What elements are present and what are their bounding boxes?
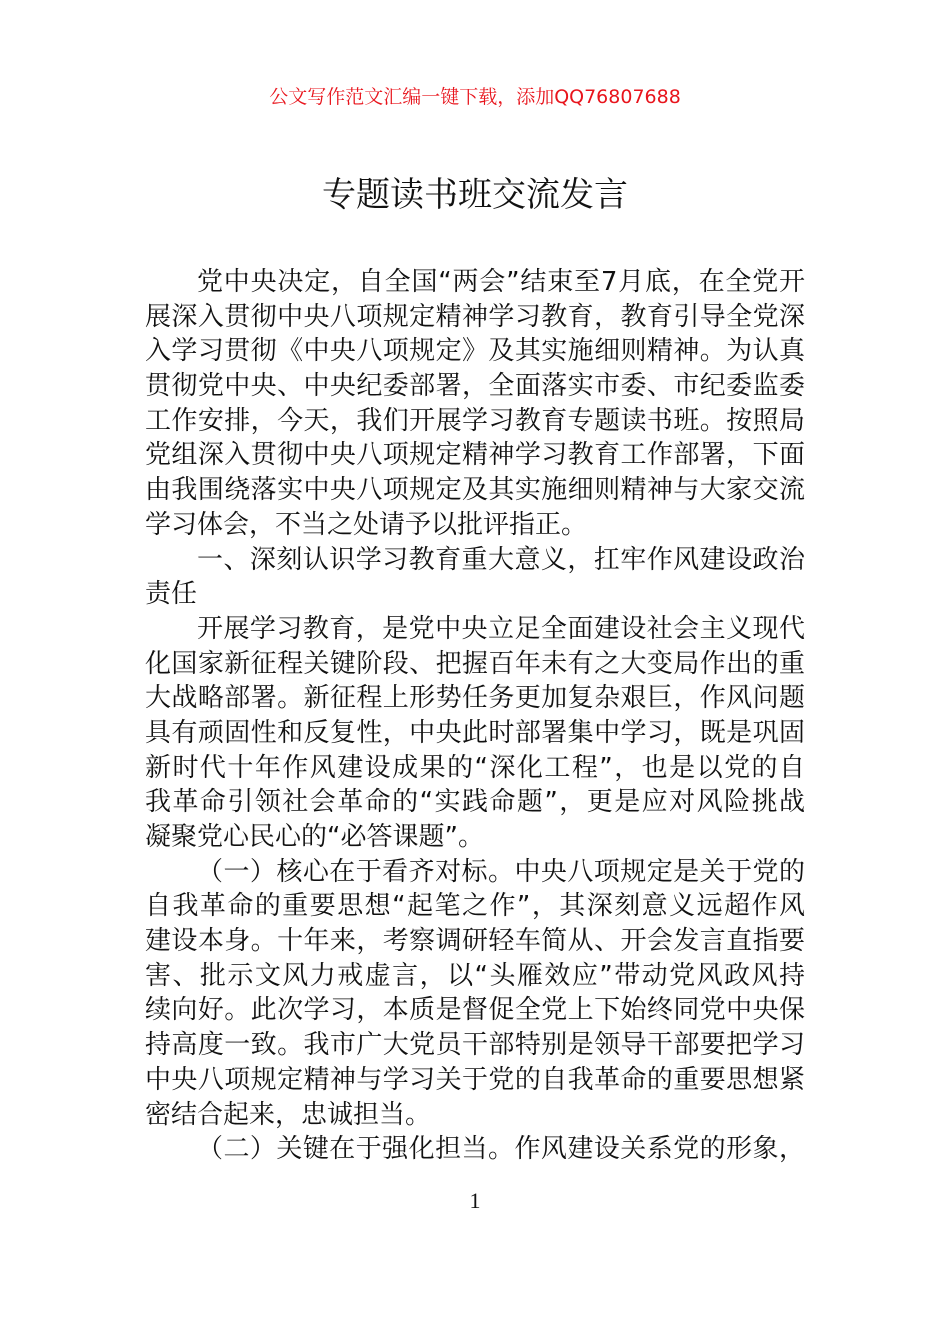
paragraph-line: 具有顽固性和反复性，中央此时部署集中学习，既是巩固 [145,717,805,748]
paragraph [145,855,805,1133]
paragraph-line: 由我围绕落实中央八项规定及其实施细则精神与大家交流 [145,475,805,506]
download-banner: 公文写作范文汇编一键下载，添加QQ76807688 [269,86,681,108]
paragraph [145,1132,805,1167]
paragraph-line: 大战略部署。新征程上形势任务更加复杂艰巨，作风问题 [145,683,805,714]
paragraph-line: （二）关键在于强化担当。作风建设关系党的形象， [197,1134,805,1165]
paragraph-line: 密结合起来，忠诚担当。 [145,1099,432,1130]
paragraph-line: 开展学习教育，是党中央立足全面建设社会主义现代 [197,613,805,644]
paragraph-line: 学习体会，不当之处请予以批评指正。 [145,509,588,540]
document-title: 专题读书班交流发言 [322,175,628,215]
paragraph [145,265,805,543]
paragraph-line: 建设本身。十年来，考察调研轻车简从、开会发言直指要 [145,926,805,957]
paragraph-line: （一）核心在于看齐对标。中央八项规定是关于党的 [197,856,805,887]
paragraph-line: 党中央决定，自全国“两会”结束至7月底，在全党开 [197,267,805,297]
paragraph-line: 凝聚党心民心的“必答课题”。 [145,822,484,852]
paragraph-line: 自我革命的重要思想“起笔之作”，其深刻意义远超作风 [145,891,805,922]
paragraph-line: 党组深入贯彻中央八项规定精神学习教育工作部署，下面 [145,440,805,471]
paragraph-line: 工作安排，今天，我们开展学习教育专题读书班。按照局 [145,405,805,436]
paragraph-line: 展深入贯彻中央八项规定精神学习教育，教育引导全党深 [145,301,805,332]
paragraph-line: 我革命引领社会革命的“实践命题”，更是应对风险挑战 [145,787,805,818]
page-number: 1 [469,1188,481,1213]
paragraph-line: 中央八项规定精神与学习关于党的自我革命的重要思想紧 [145,1064,805,1095]
paragraph-line: 害、批示文风力戒虚言，以“头雁效应”带动党风政风持 [145,960,805,991]
paragraph-line: 入学习贯彻《中央八项规定》及其实施细则精神。为认真 [145,336,805,367]
paragraph [145,612,805,855]
document-body [145,265,805,1167]
paragraph [145,543,805,612]
paragraph-line: 一、深刻认识学习教育重大意义，扛牢作风建设政治 [197,544,805,575]
paragraph-line: 责任 [145,579,198,610]
paragraph-line: 新时代十年作风建设成果的“深化工程”，也是以党的自 [145,752,805,783]
paragraph-line: 持高度一致。我市广大党员干部特别是领导干部要把学习 [145,1030,805,1061]
paragraph-line: 续向好。此次学习，本质是督促全党上下始终同党中央保 [145,995,805,1026]
paragraph-line: 贯彻党中央、中央纪委部署，全面落实市委、市纪委监委 [145,371,805,402]
paragraph-line: 化国家新征程关键阶段、把握百年未有之大变局作出的重 [145,648,805,679]
